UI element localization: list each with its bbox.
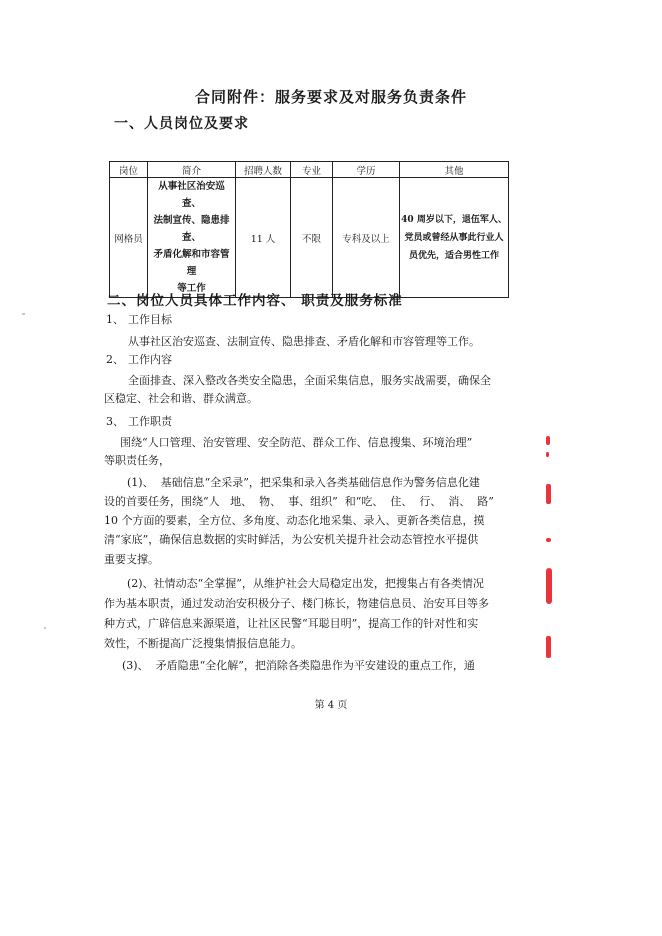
body-line: 全面排查、深入整改各类安全隐患，全面采集信息，服务实战需要，确保全 <box>128 374 491 387</box>
cell-position: 网格员 <box>110 178 148 298</box>
body-line: 设的首要任务，围绕“人 地、 物、 事、组织” 和“吃、 住、 行、 消、 路” <box>104 495 494 508</box>
section1-heading: 一、人员岗位及要求 <box>114 116 249 132</box>
body-line: 作为基本职责，通过发动治安积极分子、楼门栋长，物建信息员、治安耳目等多 <box>104 597 489 610</box>
other-line: 党员或曾经从事此行业人 <box>404 232 504 243</box>
other-line: 40 周岁以下，退伍军人、 <box>401 214 507 225</box>
description-line: 矛盾化解和市容管理 <box>153 249 230 277</box>
header-count: 招聘人数 <box>236 162 291 178</box>
table-header-row <box>110 162 509 178</box>
header-description: 简介 <box>148 162 236 178</box>
body-line: 效性，不断提高广泛搜集情报信息能力。 <box>104 637 302 650</box>
table-row <box>110 178 509 298</box>
body-line: 从事社区治安巡查、法制宣传、隐患排查、矛盾化解和市容管理等工作。 <box>128 335 480 348</box>
body-line: 等职责任务， <box>104 454 170 467</box>
description-line: 法制宣传、隐患排查、 <box>153 215 230 243</box>
description-line: 从事社区治安巡查、 <box>158 181 225 209</box>
body-line: 围绕“人口管理、治安管理、安全防范、群众工作、信息搜集、环境治理” <box>120 436 473 449</box>
body-line: 种方式，广辟信息来源渠道，让社区民警“耳聪目明”，提高工作的针对性和实 <box>104 617 479 630</box>
header-other: 其他 <box>400 162 509 178</box>
cell-major: 不限 <box>291 178 333 298</box>
item-label: 工作职责 <box>128 415 172 428</box>
item-number: 3、 <box>106 415 124 428</box>
body-line: 10 个方面的要素，全方位、多角度、动态化地采集、录入、更新各类信息，摸 <box>104 514 485 527</box>
body-line: 重要支撑。 <box>104 553 159 566</box>
body-line: (2)、社情动态“全掌握”，从维护社会大局稳定出发，把搜集占有各类情况 <box>127 577 484 590</box>
scan-speck <box>22 313 25 315</box>
item-label: 工作内容 <box>128 353 172 366</box>
cell-description <box>148 178 236 298</box>
cell-count: 11 人 <box>236 178 291 298</box>
other-line: 员优先，适合男性工作 <box>408 250 499 261</box>
section2-heading: 二、岗位人员具体工作内容、 职责及服务标准 <box>107 293 403 309</box>
item-number: 2、 <box>106 353 124 366</box>
header-major: 专业 <box>291 162 333 178</box>
header-education: 学历 <box>333 162 400 178</box>
document-title: 合同附件：服务要求及对服务负责条件 <box>194 88 467 106</box>
cell-other <box>400 178 509 298</box>
position-table <box>109 161 509 298</box>
scan-speck <box>44 627 46 629</box>
item-label: 工作目标 <box>128 313 172 326</box>
body-line: (1)、 基础信息“全采录”，把采集和录入各类基础信息作为警务信息化建 <box>127 476 480 489</box>
cell-education: 专科及以上 <box>333 178 400 298</box>
body-line: 区稳定、社会和谐、群众满意。 <box>104 392 258 405</box>
page-number: 第 4 页 <box>314 700 348 711</box>
description-line: 等工作 <box>177 283 206 294</box>
header-position: 岗位 <box>110 162 148 178</box>
body-line: 清“家底”，确保信息数据的实时鲜活，为公安机关提升社会动态管控水平提供 <box>104 533 479 546</box>
body-line: (3)、 矛盾隐患“全化解”，把消除各类隐患作为平安建设的重点工作，通 <box>122 659 475 672</box>
item-number: 1、 <box>106 313 124 326</box>
